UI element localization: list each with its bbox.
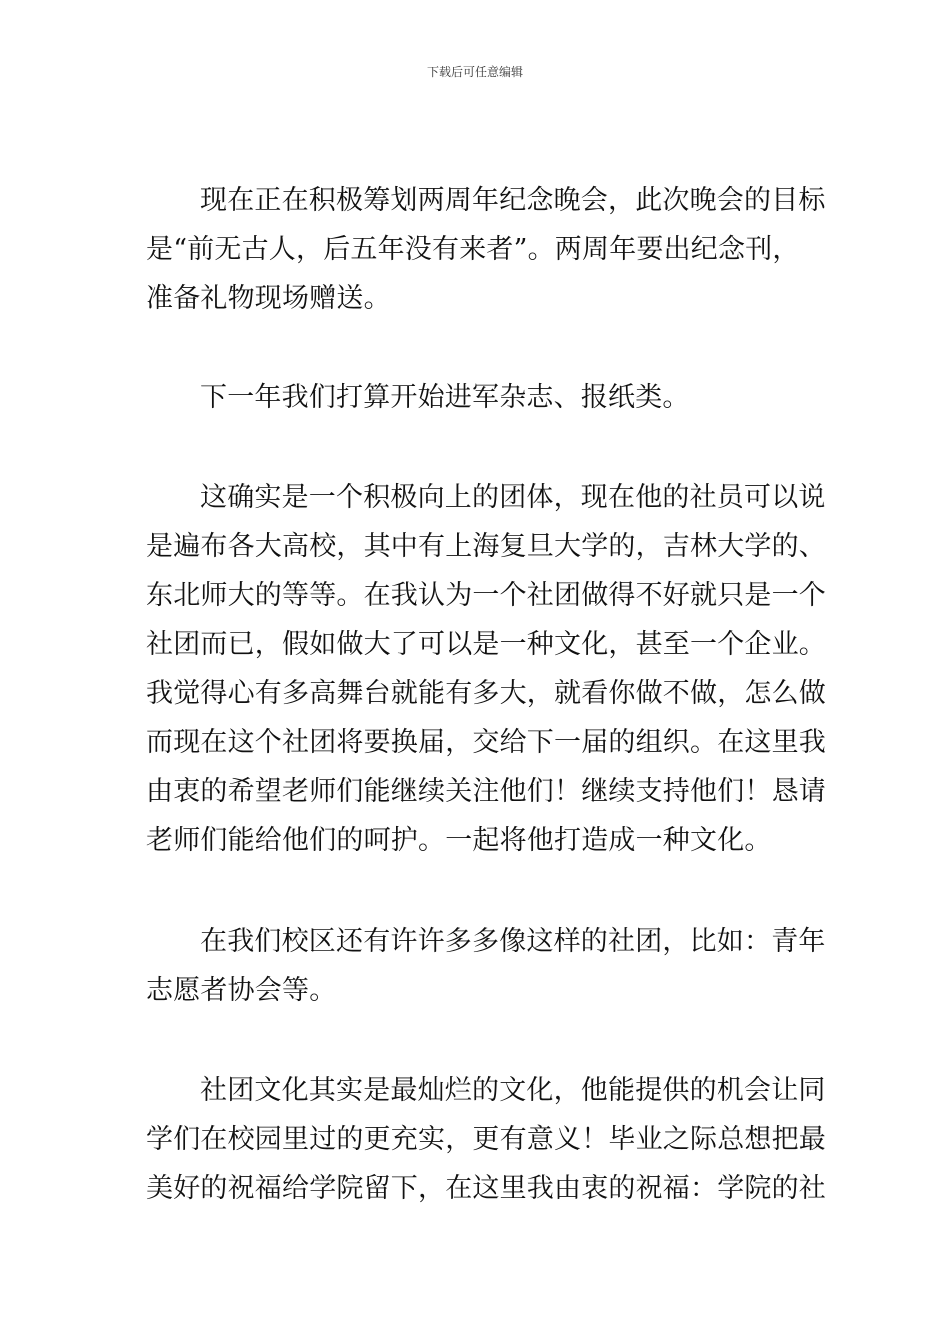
page-header: 下载后可任意编辑	[426, 65, 523, 79]
paragraph-line: 这确实是一个积极向上的团体，现在他的社员可以说	[200, 482, 826, 513]
paragraph-3	[146, 473, 826, 865]
paragraph-line: 准备礼物现场赠送。	[146, 283, 391, 314]
paragraph-line: 现在正在积极筹划两周年纪念晚会，此次晚会的目标	[200, 185, 826, 216]
paragraph-4	[146, 917, 826, 1015]
paragraph-line: 志愿者协会等。	[146, 975, 337, 1006]
paragraph-1	[146, 176, 826, 323]
paragraph-line: 而现在这个社团将要换届，交给下一届的组织。在这里我	[146, 727, 826, 758]
paragraph-line: 是“前无古人，后五年没有来者”。两周年要出纪念刊，	[146, 234, 800, 265]
paragraph-line: 社团而已，假如做大了可以是一种文化，甚至一个企业。	[146, 629, 826, 660]
paragraph-line: 是遍布各大高校，其中有上海复旦大学的，吉林大学的、	[146, 531, 826, 562]
paragraph-line: 美好的祝福给学院留下，在这里我由衷的祝福：学院的社	[146, 1173, 826, 1204]
paragraph-line: 在我们校区还有许许多多像这样的社团，比如：青年	[200, 926, 826, 957]
paragraph-2	[146, 373, 810, 422]
paragraph-line: 下一年我们打算开始进军杂志、报纸类。	[200, 382, 690, 413]
paragraph-5	[146, 1066, 826, 1213]
paragraph-line: 东北师大的等等。在我认为一个社团做得不好就只是一个	[146, 580, 826, 611]
paragraph-line: 社团文化其实是最灿烂的文化，他能提供的机会让同	[200, 1075, 826, 1106]
paragraph-line: 由衷的希望老师们能继续关注他们！继续支持他们！恳请	[146, 776, 826, 807]
paragraph-line: 学们在校园里过的更充实，更有意义！毕业之际总想把最	[146, 1124, 826, 1155]
paragraph-line: 我觉得心有多高舞台就能有多大，就看你做不做，怎么做	[146, 678, 826, 709]
paragraph-line: 老师们能给他们的呵护。一起将他打造成一种文化。	[146, 825, 772, 856]
